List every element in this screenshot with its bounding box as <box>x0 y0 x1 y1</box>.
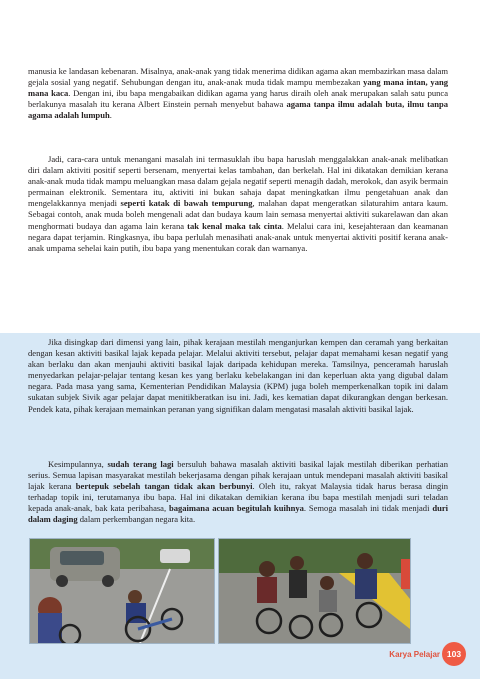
photo-illustration <box>219 539 410 643</box>
text-run: . <box>109 110 112 121</box>
bold-phrase: agama tanpa ilmu adalah buta, ilmu tanpa agama adalah lumpuh <box>28 99 449 121</box>
photo-illustration <box>30 539 214 643</box>
bold-phrase: tak kenal maka tak cinta <box>187 220 282 231</box>
footer-section-label: Karya Pelajar <box>389 650 440 659</box>
bold-phrase: bagaimana acuan begitulah kuihnya <box>168 503 304 514</box>
bold-phrase: bertepuk sebelah tangan tidak akan berbunyi <box>75 481 253 492</box>
photo-boys-on-bicycles-street <box>29 538 215 644</box>
bold-phrase: yang mana intan, yang mana kaca <box>28 77 448 99</box>
text-run: . Oleh itu, rakyat Malaysia tidak harus berasa dingin terhadap topik ini, terutamanya ibu bapa. Hal ini dikatakan demikian kerana ibu bapa mestilah menjadi suri teladan kepada anak-anak, bak kata peribahasa, <box>28 481 448 514</box>
text-run: Jadi, cara-cara untuk menangani masalah ini termasuklah ibu bapa haruslah menggalakkan anak-anak melibatkan diri dalam aktiviti positif seperti bersenam, menyertai kelas tambahan, dan berkelah. Hal ini dikatakan demikian kerana anak-anak muda tidak mampu meluangkan masa dalam gejala negatif seperti menagih dadah, merokok, dan asyik bermain permainan elektronik. Sementara itu, aktiviti ini bukan sahaja dapat meningkatkan ilmu pengetahuan anak dan mengelakkannya menjadi <box>28 154 448 209</box>
paragraph-solutions-government <box>28 337 448 415</box>
bold-phrase: seperti katak di bawah tempurung <box>120 198 253 209</box>
bold-phrase: duri dalam daging <box>28 503 448 525</box>
paragraph-conclusion <box>28 459 448 526</box>
text-run: bersuluh bahawa masalah aktiviti basikal lajak mestilah diberikan perhatian serius. Semua lapisan masyarakat mestilah bekerjasama dengan pihak kerajaan untuk mendepani masalah aktiviti basikal lajak kerana <box>28 459 449 492</box>
paragraph-text <box>28 66 448 121</box>
text-run: . Semoga masalah ini tidak menjadi <box>303 503 433 514</box>
paragraph-text <box>28 459 448 526</box>
page-number-badge: 103 <box>442 642 466 666</box>
text-run: dalam perkembangan negara kita. <box>77 514 196 525</box>
paragraph-solutions-parents <box>28 154 448 254</box>
text-run: Jika disingkap dari dimensi yang lain, pihak kerajaan mestilah menganjurkan kempen dan ceramah yang berkaitan dengan kesan aktiviti basikal lajak kepada pelajar. Melalui aktiviti tersebut, pelajar dapat memahami kesan negatif yang akan berlaku dan akan menjauhi aktiviti basikal lajak daripada kehidupan mereka. Tamsilnya, penceramah haruslah menyedarkan pelajar-pelajar tentang kesan kes yang berlaku kebelakangan ini dan keperluan akta yang digubal dalam negara. Pada masa yang sama, Kementerian Pendidikan Malaysia (KPM) juga boleh memperkenalkan topik ini dalam sukatan subjek Sivik agar pelajar dapat menitikberatkan isu ini. Jadi, kes kematian dapat dikurangkan dengan berkesan. Pendek kata, pihak kerajaan memainkan peranan yang signifikan dalam mengatasi masalah aktiviti basikal lajak. <box>28 337 448 414</box>
text-run: , malahan dapat mengeratkan silaturahim antara kaum. Sebagai contoh, anak muda boleh mengenali adat dan budaya kaum lain semasa menyertai aktiviti sukarelawan dan akan menghormati budaya dan agama lain kerana <box>28 198 448 231</box>
text-run: . Dengan ini, ibu bapa mengabaikan didikan agama yang harus diraih oleh anak merupakan salah satu punca berlakunya masalah itu kerana Albert Einstein pernah menyebut bahawa <box>28 88 448 110</box>
photo-group-of-boys-with-bicycles <box>218 538 411 644</box>
text-run: Kesimpulannya, <box>48 459 108 469</box>
paragraph-text <box>28 337 448 415</box>
text-run: . Melalui cara ini, kesejahteraan dan keamanan negara dapat terjamin. Ringkasnya, ibu bapa perlulah menasihati anak-anak untuk menyertai aktiviti positif kerana anak-anak umpama sehelai kain putih, ibu bapa yang menentukan corak dan warnanya. <box>28 220 448 253</box>
text-run: manusia ke landasan kebenaran. Misalnya, anak-anak yang tidak menerima didikan agama akan membazirkan masa dalam gejala sosial yang negatif. Sehubungan dengan itu, anak-anak muda tidak mampu membezakan <box>28 66 448 88</box>
bold-phrase: sudah terang lagi <box>107 459 174 469</box>
paragraph-intro-continuation <box>28 66 448 121</box>
paragraph-text <box>28 154 448 254</box>
